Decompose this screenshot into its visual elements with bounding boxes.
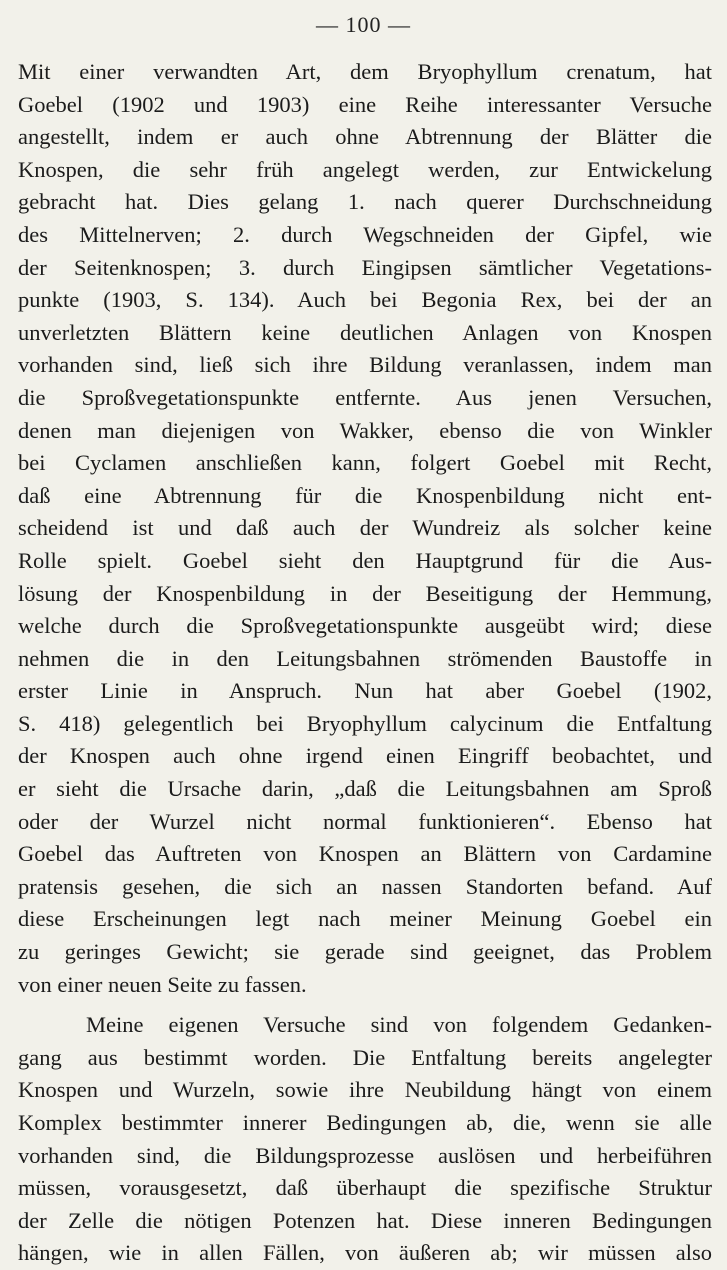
text-line: der Zelle die nötigen Potenzen hat. Diese inneren Bedingungen [18,1207,712,1233]
text-line: oder der Wurzel nicht normal funktionieren“. Ebenso hat [18,808,712,834]
text-line: Knospen und Wurzeln, sowie ihre Neubildung hängt von einem [18,1077,712,1103]
text-line: der Seitenknospen; 3. durch Eingipsen sämtlicher Vegetations- [18,254,712,280]
text-line: Rolle spielt. Goebel sieht den Hauptgrund für die Aus- [18,547,712,573]
text-line: hängen, wie in allen Fällen, von äußeren ab; wir müssen also [18,1240,712,1266]
body-text [18,56,712,1270]
text-line: die Sproßvegetationspunkte entfernte. Aus jenen Versuchen, [18,384,712,410]
text-line: vorhanden sind, die Bildungsprozesse auslösen und herbeiführen [18,1142,712,1168]
paragraph-1 [18,56,712,1001]
text-line: Komplex bestimmter innerer Bedingungen ab, die, wenn sie alle [18,1110,712,1135]
text-line: diese Erscheinungen legt nach meiner Meinung Goebel ein [18,906,712,932]
text-line: er sieht die Ursache darin, „daß die Leitungsbahnen am Sproß [18,776,712,802]
text-line: unverletzten Blättern keine deutlichen Anlagen von Knospen [18,319,712,345]
text-line: S. 418) gelegentlich bei Bryophyllum calycinum die Entfaltung [18,710,712,736]
text-line: Goebel das Auftreten von Knospen an Blättern von Cardamine [18,841,712,867]
text-line: lösung der Knospenbildung in der Beseitigung der Hemmung, [18,580,712,606]
text-line: scheidend ist und daß auch der Wundreiz als solcher keine [18,515,712,541]
page-number: — 100 — [316,12,411,37]
text-line: punkte (1903, S. 134). Auch bei Begonia Rex, bei der an [18,287,712,313]
text-line: vorhanden sind, ließ sich ihre Bildung veranlassen, indem man [18,352,712,378]
text-line: der Knospen auch ohne irgend einen Eingriff beobachtet, und [18,743,712,769]
paragraph-2 [18,1009,712,1270]
text-line: welche durch die Sproßvegetationspunkte ausgeübt wird; diese [18,613,712,639]
text-line: nehmen die in den Leitungsbahnen strömenden Baustoffe in [18,645,712,671]
text-line: Knospen, die sehr früh angelegt werden, zur Entwickelung [18,156,712,182]
paragraph-gap [18,1001,712,1009]
text-line: von einer neuen Seite zu fassen. [18,971,307,997]
text-line: bei Cyclamen anschließen kann, folgert Goebel mit Recht, [18,450,712,476]
text-line: Mit einer verwandten Art, dem Bryophyllum crenatum, hat [18,59,712,84]
text-line: angestellt, indem er auch ohne Abtrennung der Blätter die [18,124,712,150]
text-line: zu geringes Gewicht; sie gerade sind geeignet, das Problem [18,939,712,965]
text-line: erster Linie in Anspruch. Nun hat aber Goebel (1902, [18,678,712,704]
text-line: des Mittelnerven; 2. durch Wegschneiden der Gipfel, wie [18,221,712,247]
text-line: denen man diejenigen von Wakker, ebenso die von Winkler [18,417,712,443]
text-line: gebracht hat. Dies gelang 1. nach querer Durchschneidung [18,189,712,215]
text-line: Goebel (1902 und 1903) eine Reihe interessanter Versuche [18,91,712,117]
text-line: daß eine Abtrennung für die Knospenbildung nicht ent- [18,482,712,508]
text-line: Meine eigenen Versuche sind von folgendem Gedanken- [86,1012,712,1038]
text-line: pratensis gesehen, die sich an nassen Standorten befand. Auf [18,873,712,899]
text-line: gang aus bestimmt worden. Die Entfaltung bereits angelegter [18,1044,712,1070]
text-line: müssen, vorausgesetzt, daß überhaupt die spezifische Struktur [18,1175,712,1201]
